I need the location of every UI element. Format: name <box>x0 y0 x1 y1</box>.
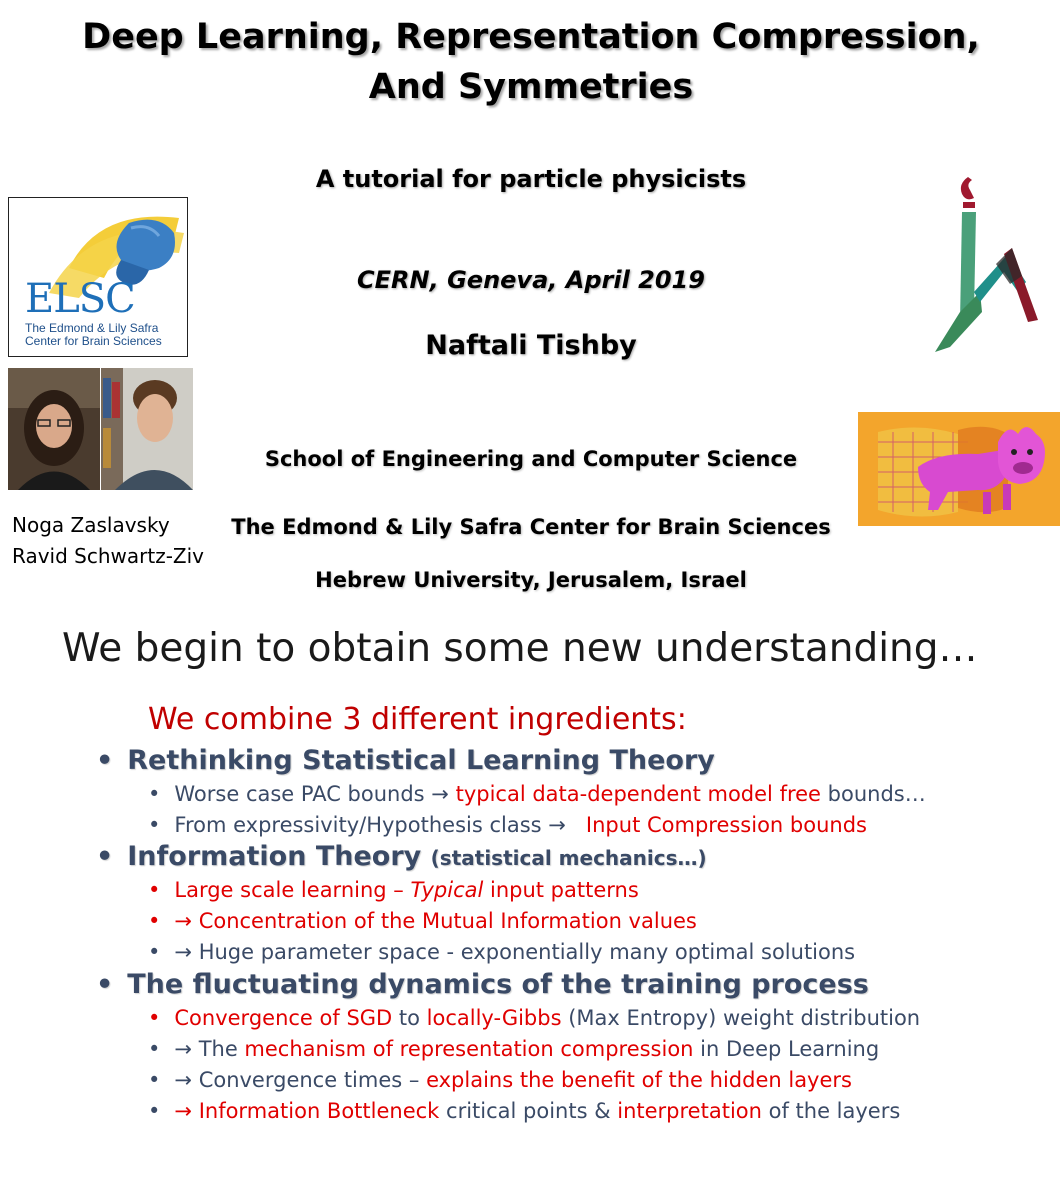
portrait-woman-icon <box>8 368 100 490</box>
elsc-logo-subtitle: The Edmond & Lily Safra Center for Brain Sciences <box>25 321 162 348</box>
elsc-logo-text: ELSC <box>25 276 135 322</box>
coauthor-names <box>12 510 204 572</box>
affiliation-school: School of Engineering and Computer Science <box>264 447 798 471</box>
sub-bullet-expressivity: • From expressivity/Hypothesis class → Input Compression bounds <box>148 813 867 837</box>
arrow-icon: → <box>548 813 566 837</box>
sub-bullet-concentration: • → Concentration of the Mutual Information values <box>148 909 697 933</box>
sub-bullet-pac-bounds: • Worse case PAC bounds → typical data-dependent model free bounds… <box>148 782 926 806</box>
coauthor-2: Ravid Schwartz-Ziv <box>12 544 205 568</box>
arrow-icon: → <box>174 1037 192 1061</box>
bullet-statistical-learning: • Rethinking Statistical Learning Theory <box>96 745 715 776</box>
venue: CERN, Geneva, April 2019 <box>357 266 705 294</box>
elsc-logo <box>8 197 188 357</box>
sub-bullet-mechanism: • → The mechanism of representation compression in Deep Learning <box>148 1037 880 1061</box>
bullet-information-theory: • Information Theory (statistical mechanics…) <box>96 841 707 872</box>
section-title: We begin to obtain some new understanding… <box>62 626 978 671</box>
author-name: Naftali Tishby <box>425 330 637 361</box>
arrow-icon: → <box>174 940 192 964</box>
coauthor-1: Noga Zaslavsky <box>12 513 170 537</box>
arrow-icon: → <box>174 909 192 933</box>
bullet-training-dynamics: • The fluctuating dynamics of the training process <box>96 969 869 1000</box>
sub-bullet-convergence-times: • → Convergence times – explains the benefit of the hidden layers <box>148 1068 852 1092</box>
title-line-2: And Symmetries <box>368 67 694 107</box>
arrow-icon: → <box>174 1068 192 1092</box>
photo-ravid-schwartz-ziv <box>101 368 193 490</box>
bullet-marker: • <box>96 745 114 776</box>
arrow-icon: → <box>431 782 449 806</box>
sub-bullet-information-bottleneck: • → Information Bottleneck critical points & interpretation of the layers <box>148 1099 901 1123</box>
affiliation-university: Hebrew University, Jerusalem, Israel <box>315 568 747 592</box>
photo-noga-zaslavsky <box>8 368 100 490</box>
title-line-1: Deep Learning, Representation Compression, <box>82 17 980 57</box>
arrow-icon: → <box>174 1099 192 1123</box>
section-subtitle: We combine 3 different ingredients: <box>148 702 687 737</box>
subtitle: A tutorial for particle physicists <box>315 165 747 193</box>
hebrew-university-logo-icon <box>930 172 1040 357</box>
affiliation-center: The Edmond & Lily Safra Center for Brain Sciences <box>231 515 831 539</box>
slide-title <box>0 12 1062 112</box>
sub-bullet-sgd: • Convergence of SGD to locally-Gibbs (Max Entropy) weight distribution <box>148 1006 921 1030</box>
sub-bullet-parameter-space: • → Huge parameter space - exponentially many optimal solutions <box>148 940 856 964</box>
bulldog-illustration-icon <box>858 412 1060 526</box>
portrait-man-icon <box>101 368 193 490</box>
sub-bullet-large-scale: • Large scale learning – Typical input patterns <box>148 878 639 902</box>
